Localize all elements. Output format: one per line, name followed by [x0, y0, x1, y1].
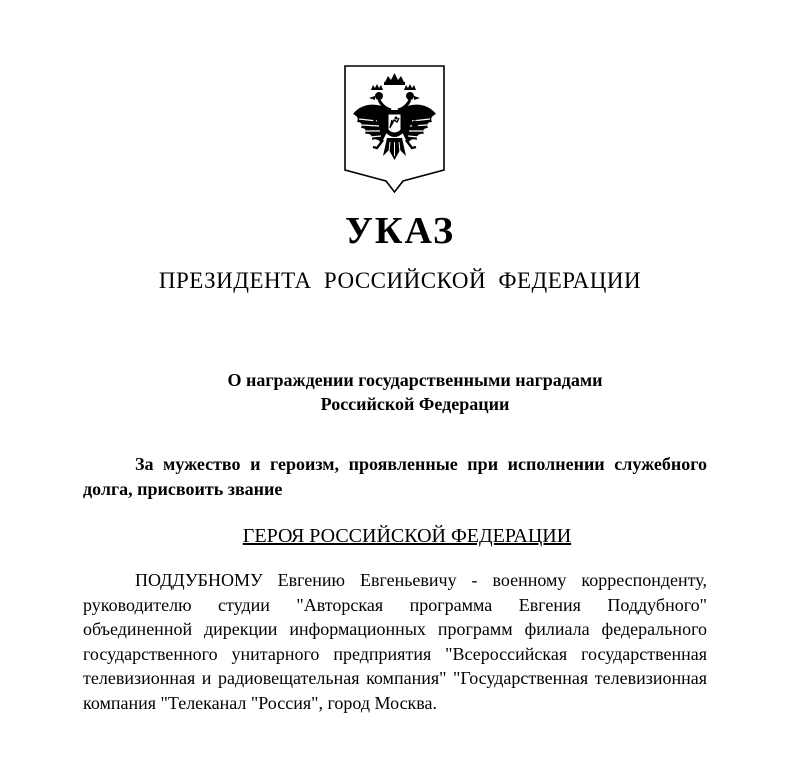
document-title: УКАЗ: [345, 210, 455, 252]
document-subtitle: ПРЕЗИДЕНТА РОССИЙСКОЙ ФЕДЕРАЦИИ: [158, 268, 642, 293]
honor-title-text: ГЕРОЯ РОССИЙСКОЙ ФЕДЕРАЦИИ: [242, 525, 572, 547]
decree-intro-paragraph: [83, 452, 707, 502]
decree-intro-text: За мужество и героизм, проявленные при исполнении служебного долга, присвоить звание: [83, 454, 707, 499]
recipient-paragraph: [83, 568, 707, 715]
honor-title: [0, 522, 800, 550]
coat-of-arms-icon: [343, 64, 446, 194]
decree-heading-line-2: Российской Федерации: [320, 394, 510, 414]
recipient-text: ПОДДУБНОМУ Евгению Евгеньевичу - военному корреспонденту, руководителю студии "Авторская программа Евгения Поддубного" объединенной дирекции информационных программ филиала федерального государственного унитарного предприятия "Всероссийская государственная телевизионная и радиовещательная компания" "Государственная телевизионная компания "Телеканал "Россия", город Москва.: [83, 570, 707, 713]
decree-heading: [0, 368, 800, 416]
decree-heading-line-1: О награждении государственными наградами: [227, 370, 603, 390]
